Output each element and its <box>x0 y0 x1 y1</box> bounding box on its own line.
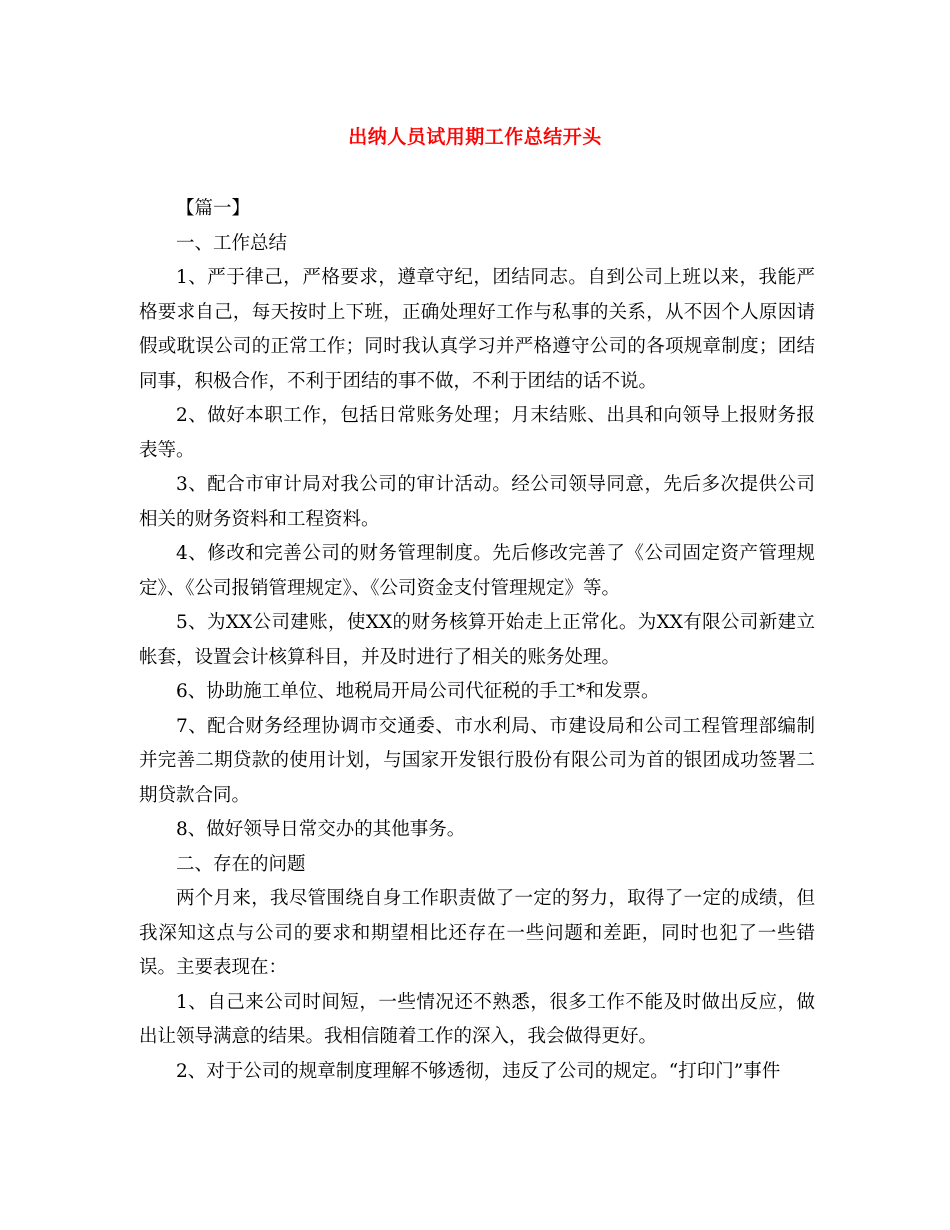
paragraph-item-1: 1、严于律己，严格要求，遵章守纪，团结同志。自到公司上班以来，我能严格要求自己，每天按时上下班，正确处理好工作与私事的关系，从不因个人原因请假或耽误公司的正常工作；同时我认真学习并严格遵守公司的各项规章制度；团结同事，积极合作，不利于团结的事不做，不利于团结的话不说。 <box>139 267 815 392</box>
paragraph-item-8: 8、做好领导日常交办的其他事务。 <box>176 819 466 840</box>
paragraph-problem-2: 2、对于公司的规章制度理解不够透彻，违反了公司的规定。“打印门”事件 <box>176 1060 781 1082</box>
section-label-part-one: 【篇一】 <box>176 198 251 219</box>
paragraph-item-2: 2、做好本职工作，包括日常账务处理；月末结账、出具和向领导上报财务报表等。 <box>139 405 815 461</box>
document-body <box>139 192 815 1089</box>
heading-work-summary: 一、工作总结 <box>176 232 288 254</box>
paragraph-problems-intro: 两个月来，我尽管围绕自身工作职责做了一定的努力，取得了一定的成绩，但我深知这点与公司的要求和期望相比还存在一些问题和差距，同时也犯了一些错误。主要表现在： <box>139 888 815 978</box>
paragraph-item-7: 7、配合财务经理协调市交通委、市水利局、市建设局和公司工程管理部编制并完善二期贷款的使用计划，与国家开发银行股份有限公司为首的银团成功签署二期贷款合同。 <box>139 715 815 806</box>
paragraph-problem-1: 1、自己来公司时间短，一些情况还不熟悉，很多工作不能及时做出反应，做出让领导满意的结果。我相信随着工作的深入，我会做得更好。 <box>139 991 815 1047</box>
document-title: 出纳人员试用期工作总结开头 <box>348 126 602 148</box>
paragraph-item-5: 5、为XX公司建账，使XX的财务核算开始走上正常化。为XX有限公司新建立帐套，设置会计核算科目，并及时进行了相关的账务处理。 <box>139 612 815 668</box>
heading-existing-problems: 二、存在的问题 <box>176 853 306 875</box>
paragraph-item-4: 4、修改和完善公司的财务管理制度。先后修改完善了《公司固定资产管理规定》、《公司报销管理规定》、《公司资金支付管理规定》等。 <box>139 543 815 599</box>
paragraph-item-6: 6、协助施工单位、地税局开局公司代征税的手工*和发票。 <box>176 681 660 702</box>
paragraph-item-3: 3、配合市审计局对我公司的审计活动。经公司领导同意，先后多次提供公司相关的财务资料和工程资料。 <box>139 474 815 530</box>
